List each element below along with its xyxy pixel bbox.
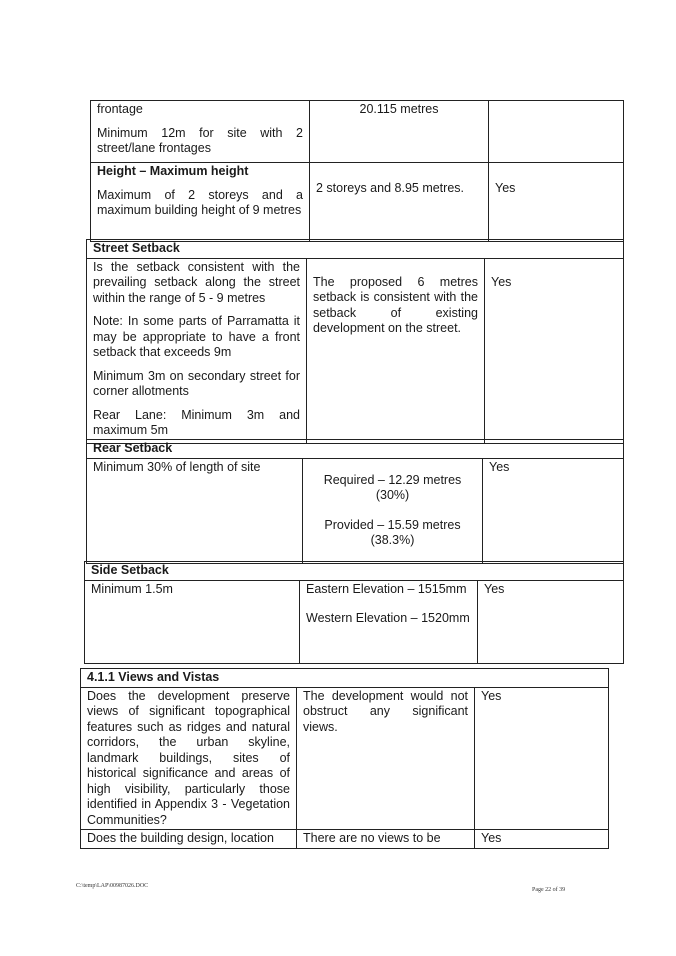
table-row — [87, 258, 624, 443]
proposal-cell: 20.115 metres — [310, 101, 489, 163]
section-heading-row — [81, 669, 609, 688]
proposal-text: Required – 12.29 metres (30%) — [323, 472, 462, 502]
section-heading-row — [87, 240, 624, 259]
proposal-cell: The proposed 6 metres setback is consistent with the setback of existing development on the street. — [307, 258, 485, 443]
footer-page-number: Page 22 of 39 — [532, 887, 566, 893]
compliance-table-rear — [86, 439, 624, 564]
requirement-text: Rear Lane: Minimum 3m and maximum 5m — [93, 407, 300, 437]
table-row — [81, 830, 609, 849]
proposal-cell: There are no views to be — [297, 830, 475, 849]
requirement-text: frontage — [97, 102, 143, 116]
requirement-text: Maximum of 2 storeys and a maximum building height of 9 metres — [97, 187, 303, 217]
requirement-cell — [91, 163, 310, 242]
proposal-text: Provided – 15.59 metres (38.3%) — [324, 517, 461, 547]
compliance-table-street — [86, 239, 624, 444]
compliance-table-side — [84, 561, 624, 664]
requirement-cell — [91, 101, 310, 163]
requirement-text: Is the setback consistent with the prevailing setback along the street within the range of 5 - 9 metres — [93, 259, 300, 305]
proposal-cell — [300, 580, 478, 663]
section-heading-row — [85, 562, 624, 581]
compliance-table-top — [90, 100, 624, 242]
requirement-text: Note: In some parts of Parramatta it may be appropriate to have a front setback that exceeds 9m — [93, 314, 300, 359]
section-heading: 4.1.1 Views and Vistas — [81, 669, 609, 688]
compliance-cell: Yes — [478, 580, 624, 663]
table-row — [81, 687, 609, 830]
proposal-cell — [303, 458, 483, 563]
compliance-cell: Yes — [475, 687, 609, 830]
footer-file-path: C:\temp\LAP\00987026.DOC — [76, 883, 149, 889]
requirement-cell — [87, 258, 307, 443]
section-heading: Height – Maximum height — [97, 164, 249, 178]
table-row — [91, 101, 624, 163]
proposal-text: Eastern Elevation – 1515mm — [306, 581, 467, 596]
section-heading-row — [87, 440, 624, 459]
compliance-cell: Yes — [475, 830, 609, 849]
requirement-text: Minimum 3m on secondary street for corner allotments — [93, 368, 300, 398]
table-row — [91, 163, 624, 242]
section-heading: Side Setback — [85, 562, 624, 581]
requirement-cell: Minimum 30% of length of site — [87, 458, 303, 563]
proposal-cell: 2 storeys and 8.95 metres. — [310, 163, 489, 242]
requirement-text: Minimum 12m for site with 2 street/lane frontages — [97, 125, 303, 155]
requirement-cell: Does the building design, location — [81, 830, 297, 849]
requirement-cell: Does the development preserve views of significant topographical features such as ridges and natural corridors, the urban skyline, landmark buildings, sites of historical significance and areas of high visibility, particularly those identified in Appendix 3 - Vegetation Communities? — [81, 687, 297, 830]
section-heading: Street Setback — [87, 240, 624, 259]
compliance-table-views — [80, 668, 609, 849]
proposal-text: Western Elevation – 1520mm — [306, 611, 470, 625]
compliance-cell: Yes — [485, 258, 624, 443]
compliance-cell: Yes — [483, 458, 624, 563]
requirement-cell: Minimum 1.5m — [85, 580, 300, 663]
compliance-cell — [489, 101, 624, 163]
table-row — [87, 458, 624, 563]
compliance-cell: Yes — [489, 163, 624, 242]
table-row — [85, 580, 624, 663]
proposal-cell: The development would not obstruct any significant views. — [297, 687, 475, 830]
section-heading: Rear Setback — [87, 440, 624, 459]
